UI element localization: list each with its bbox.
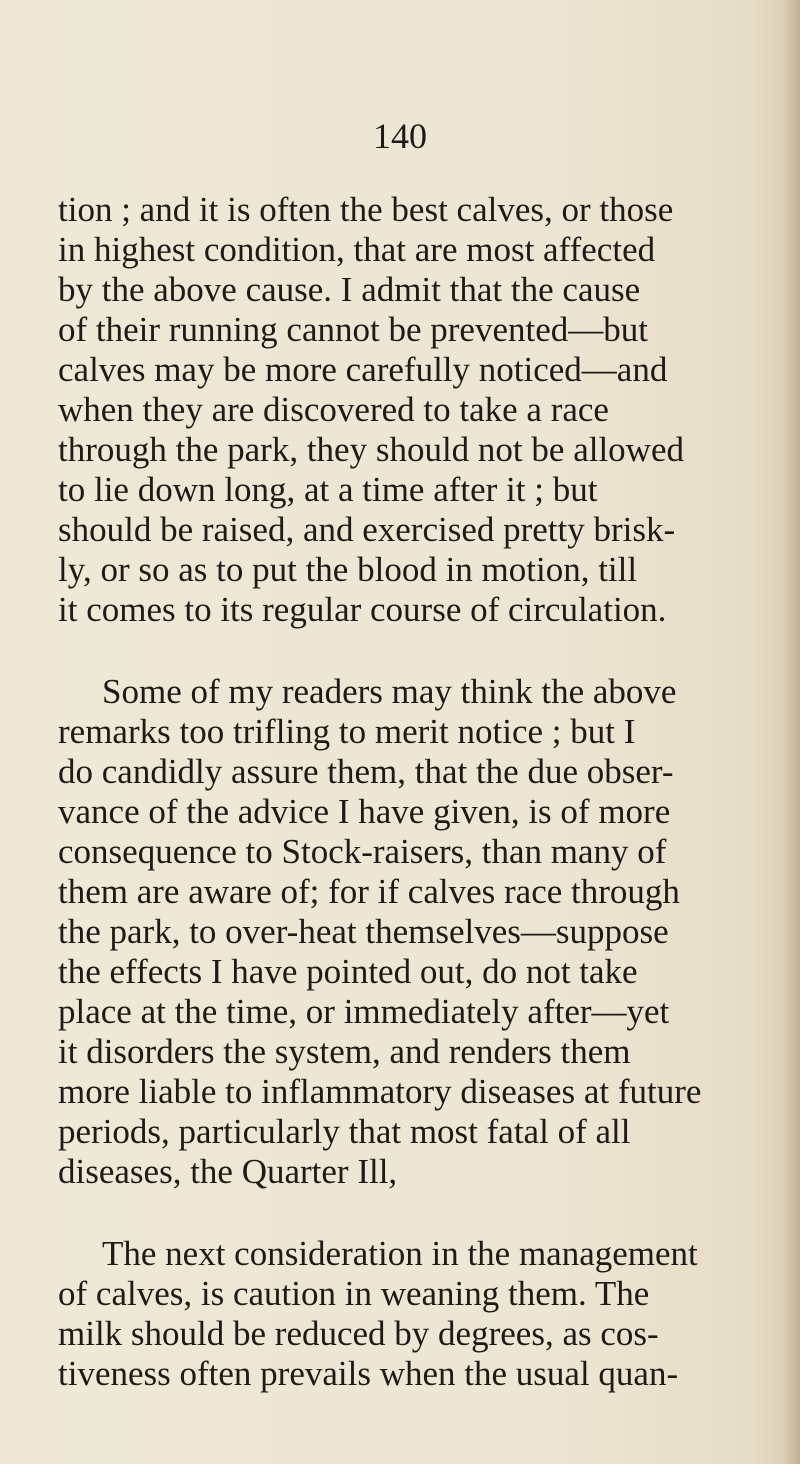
text-line: of calves, is caution in weaning them. The — [58, 1274, 650, 1313]
page-number: 140 — [373, 116, 427, 156]
text-line: should be raised, and exercised pretty brisk- — [58, 510, 676, 549]
text-line: to lie down long, at a time after it ; but — [58, 470, 598, 509]
text-line: remarks too trifling to merit notice ; but I — [58, 712, 636, 751]
text-line: it comes to its regular course of circulation. — [58, 590, 667, 629]
text-line: milk should be reduced by degrees, as cos- — [58, 1314, 659, 1353]
text-line: periods, particularly that most fatal of all — [58, 1112, 631, 1151]
text-line: tiveness often prevails when the usual quan- — [58, 1354, 679, 1393]
text-line: by the above cause. I admit that the cause — [58, 270, 641, 309]
text-line: vance of the advice I have given, is of more — [58, 792, 671, 831]
text-line: tion ; and it is often the best calves, or those — [58, 190, 674, 229]
text-line: them are aware of; for if calves race through — [58, 872, 680, 911]
text-line: more liable to inflammatory diseases at future — [58, 1072, 702, 1111]
text-line: The next consideration in the management — [102, 1234, 698, 1273]
text-line: do candidly assure them, that the due obser- — [58, 752, 674, 791]
text-line: in highest condition, that are most affected — [58, 230, 656, 269]
text-line: ly, or so as to put the blood in motion, till — [58, 550, 638, 589]
text-line: through the park, they should not be allowed — [58, 430, 684, 469]
text-line: the park, to over-heat themselves—suppose — [58, 912, 669, 951]
text-line: consequence to Stock-raisers, than many of — [58, 832, 667, 871]
text-line: the effects I have pointed out, do not take — [58, 952, 638, 991]
text-line: place at the time, or immediately after—yet — [58, 992, 670, 1031]
text-line: of their running cannot be prevented—but — [58, 310, 648, 349]
page-edge-shadow — [782, 0, 800, 1464]
text-line: when they are discovered to take a race — [58, 390, 609, 429]
text-line: it disorders the system, and renders them — [58, 1032, 631, 1071]
text-line: diseases, the Quarter Ill, — [58, 1152, 398, 1191]
text-line: Some of my readers may think the above — [102, 672, 677, 711]
text-line: calves may be more carefully noticed—and — [58, 350, 668, 389]
